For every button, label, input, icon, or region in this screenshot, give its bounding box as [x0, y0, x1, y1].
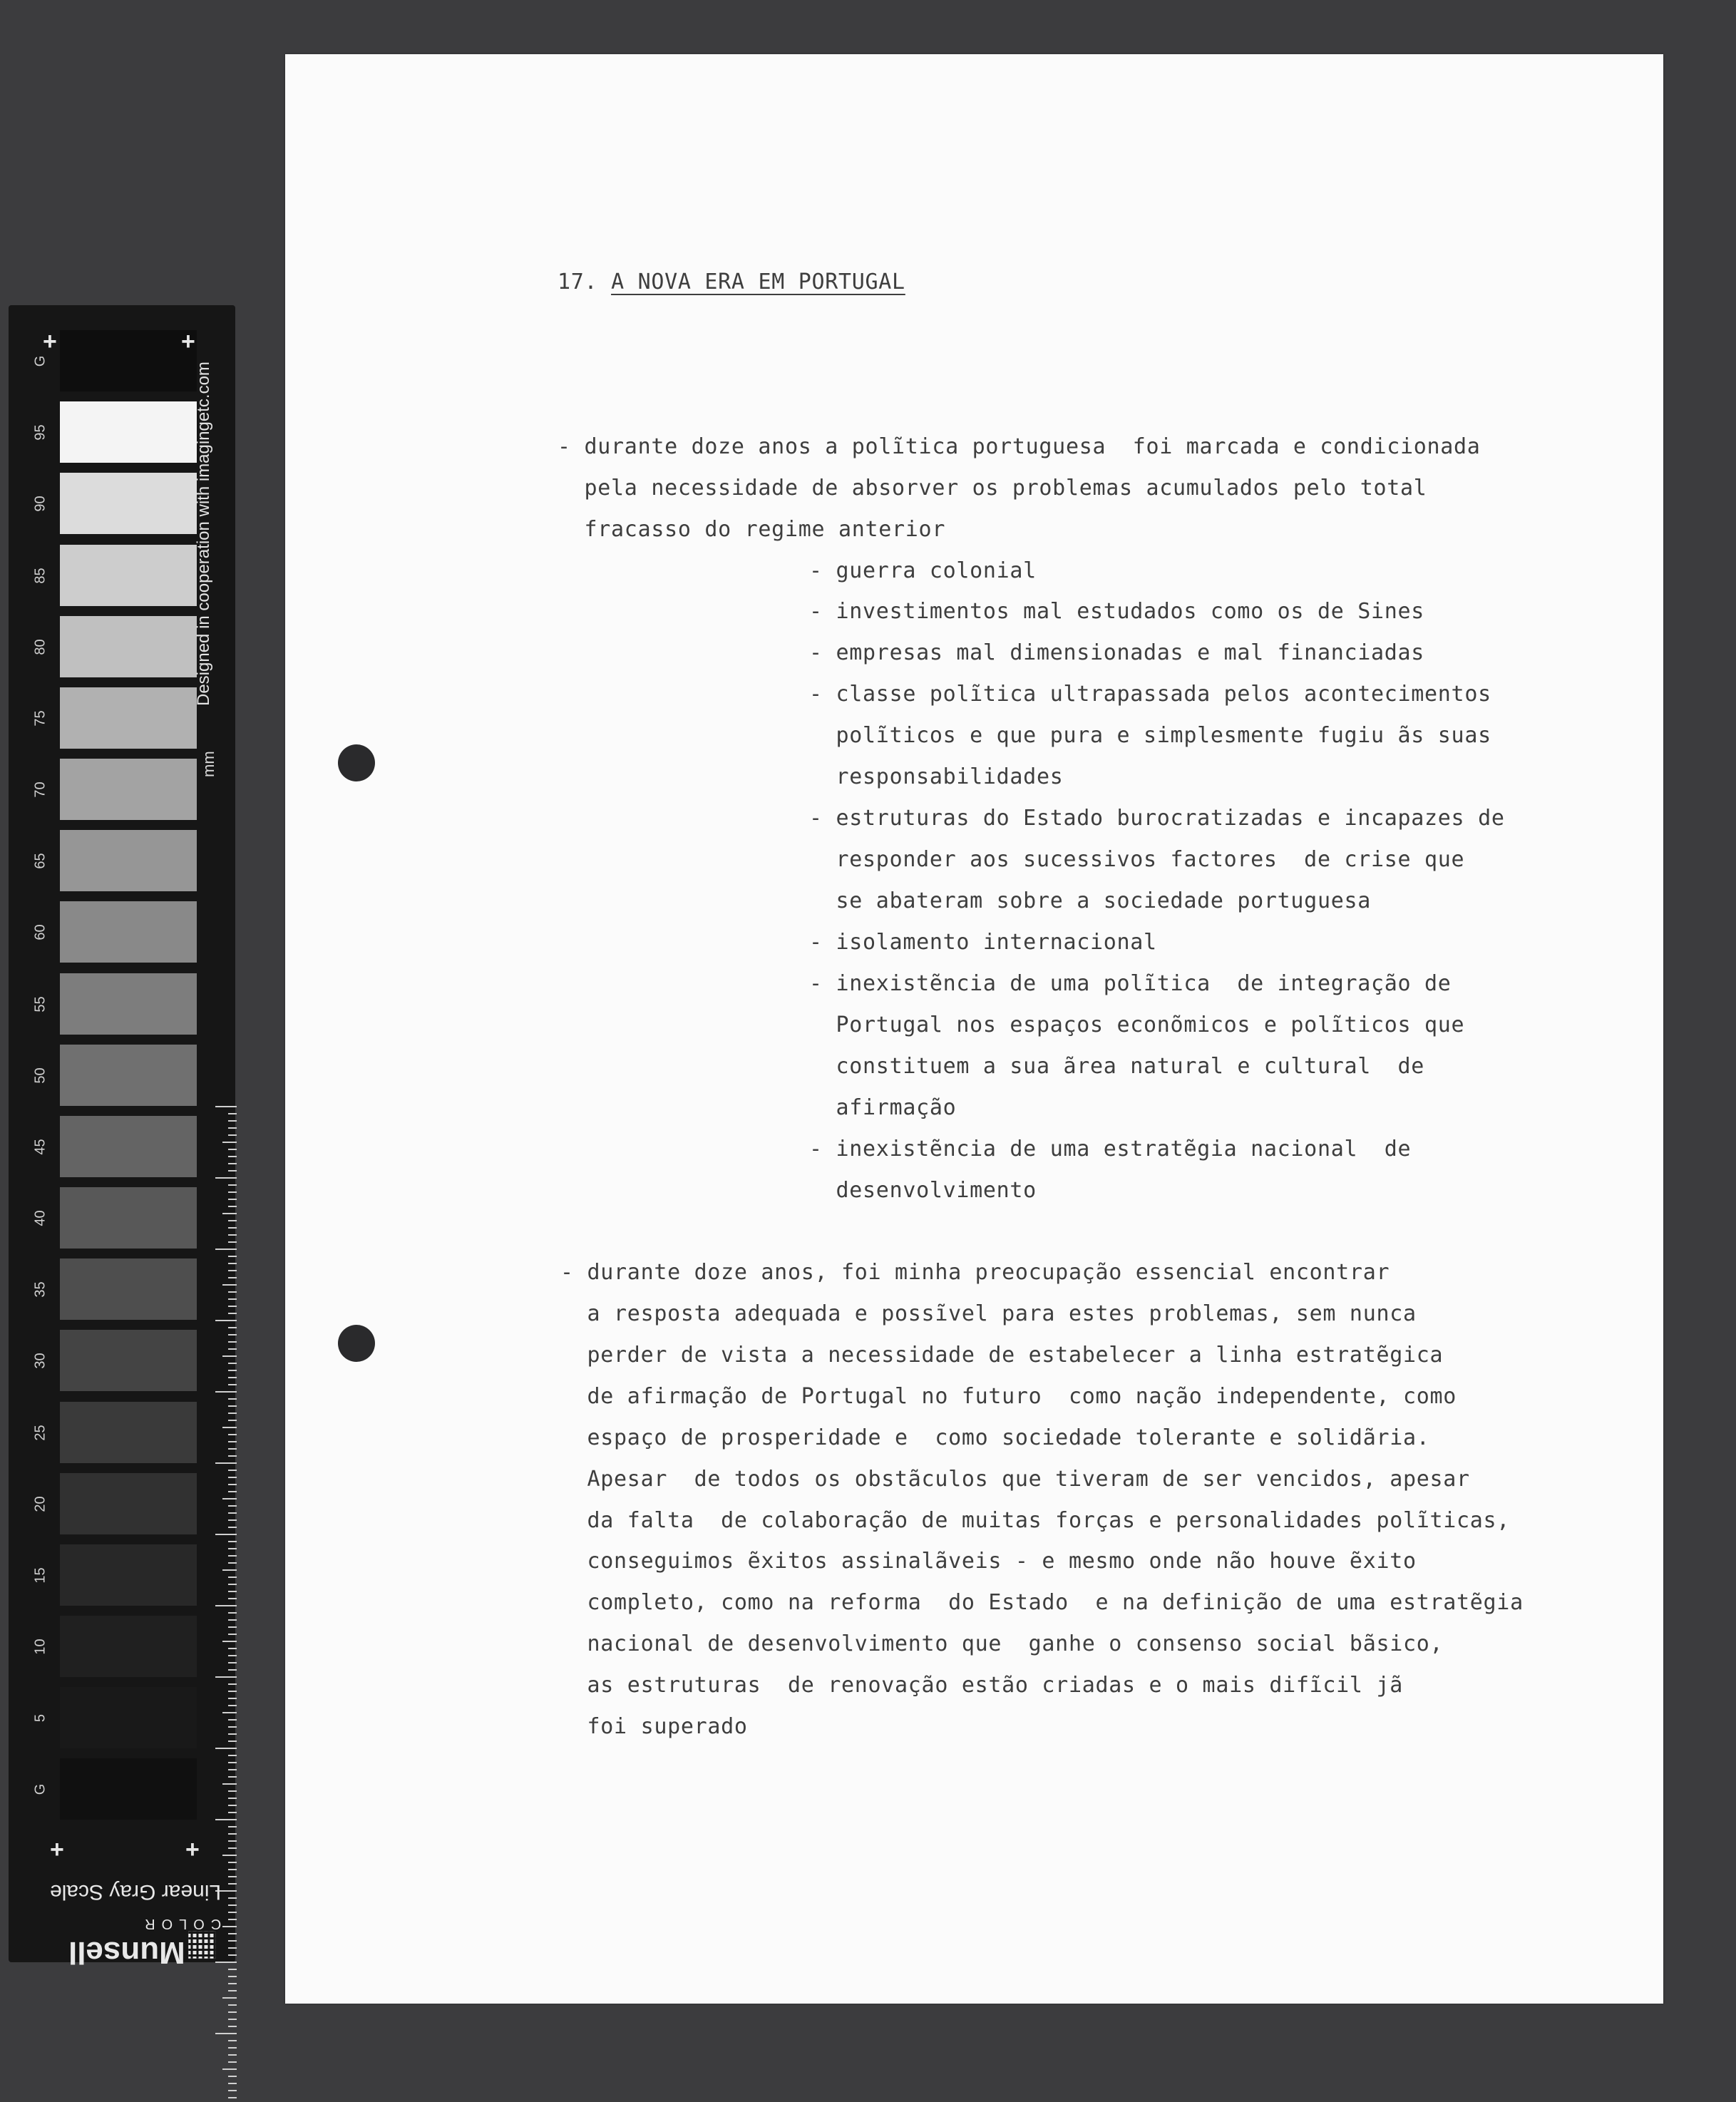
text-line: espaço de prosperidade e como sociedade tolerante e solidãria.: [560, 1425, 1430, 1450]
gray-patch: [60, 973, 197, 1035]
section-heading: A NOVA ERA EM PORTUGAL: [611, 270, 905, 294]
gray-patch: [60, 1187, 197, 1249]
gray-patch: [60, 1616, 197, 1677]
text-line: - classe polĩtica ultrapassada pelos acontecimentos: [809, 682, 1491, 707]
brand-name: Munsell: [68, 1934, 185, 1970]
scale-title: Linear Gray Scale: [50, 1880, 222, 1904]
gray-patch: [60, 401, 197, 463]
munsell-brand: [68, 1915, 221, 1970]
text-line: - investimentos mal estudados como os de Sines: [809, 599, 1425, 624]
plus-mark-bottom-right: +: [185, 1836, 200, 1863]
text-line: constituem a sua ãrea natural e cultural de: [809, 1054, 1425, 1079]
gray-level-label: 20: [32, 1496, 48, 1512]
gray-level-label: 30: [32, 1353, 48, 1369]
text-line: - durante doze anos, foi minha preocupação essencial encontrar: [560, 1260, 1390, 1285]
section-title: [558, 272, 905, 293]
text-line: - estruturas do Estado burocratizadas e incapazes de: [809, 806, 1505, 831]
gray-patch: [60, 687, 197, 749]
gray-level-label: 10: [32, 1639, 48, 1655]
gray-patch: [60, 1687, 197, 1748]
punch-hole-upper: [338, 744, 375, 781]
gray-level-label: 60: [32, 924, 48, 940]
text-line: as estruturas de renovação estão criadas e o mais difĩcil jã: [560, 1673, 1403, 1698]
munsell-logo-icon: [188, 1932, 215, 1959]
gray-patch: [60, 759, 197, 820]
text-line: a resposta adequada e possĩvel para estes problemas, sem nunca: [560, 1301, 1417, 1326]
plus-mark-bottom-left: +: [50, 1836, 64, 1863]
text-line: - inexistẽncia de uma estratẽgia nacional de: [809, 1137, 1412, 1162]
text-line: polĩticos e que pura e simplesmente fugiu ãs suas: [809, 723, 1491, 748]
gray-patch: [60, 1258, 197, 1320]
ruler-unit-label: mm: [200, 751, 217, 777]
gray-level-label: 80: [32, 639, 48, 655]
brand-subtitle: COLOR: [138, 1916, 222, 1932]
gray-level-label: 45: [32, 1139, 48, 1155]
gray-patch: [60, 1544, 197, 1606]
plus-mark-top-left: +: [43, 328, 57, 355]
gray-patch: [60, 1116, 197, 1177]
gray-level-label: 50: [32, 1067, 48, 1084]
gray-patch: [60, 901, 197, 963]
gray-level-label: G: [32, 355, 48, 367]
gray-level-label: 85: [32, 568, 48, 584]
gray-level-label: 35: [32, 1281, 48, 1298]
text-line: nacional de desenvolvimento que ganhe o consenso social bãsico,: [560, 1631, 1444, 1656]
gray-patch: [60, 1473, 197, 1534]
text-line: responsabilidades: [809, 764, 1064, 789]
gray-level-label: 5: [32, 1713, 48, 1723]
gray-level-label: 90: [32, 496, 48, 512]
gray-patch: [60, 330, 197, 391]
gray-level-label: 65: [32, 853, 48, 869]
text-line: - empresas mal dimensionadas e mal financiadas: [809, 640, 1425, 665]
text-line: - inexistẽncia de uma polĩtica de integração de: [809, 971, 1452, 996]
text-line: - durante doze anos a polĩtica portuguesa foi marcada e condicionada: [558, 434, 1481, 459]
text-line: pela necessidade de absorver os problemas acumulados pelo total: [558, 476, 1427, 501]
text-line: perder de vista a necessidade de estabelecer a linha estratẽgica: [560, 1343, 1444, 1368]
gray-patch: [60, 473, 197, 534]
text-line: - guerra colonial: [809, 558, 1037, 583]
text-line: completo, como na reforma do Estado e na definição de uma estratẽgia: [560, 1590, 1524, 1615]
gray-patch: [60, 616, 197, 677]
gray-level-label: 40: [32, 1210, 48, 1226]
gray-level-label: 75: [32, 710, 48, 727]
section-number: 17.: [558, 270, 598, 294]
text-line: afirmação: [809, 1095, 957, 1120]
gray-patch: [60, 545, 197, 606]
text-line: responder aos sucessivos factores de crise que: [809, 847, 1465, 872]
text-line: da falta de colaboração de muitas forças e personalidades polĩticas,: [560, 1508, 1511, 1533]
gray-level-label: 25: [32, 1425, 48, 1441]
text-line: de afirmação de Portugal no futuro como nação independente, como: [560, 1384, 1457, 1409]
gray-patch: [60, 1330, 197, 1391]
text-line: foi superado: [560, 1714, 748, 1739]
gray-level-label: 70: [32, 781, 48, 798]
gray-patch: [60, 1758, 197, 1820]
gray-level-label: 55: [32, 996, 48, 1012]
text-line: Portugal nos espaços econõmicos e polĩticos que: [809, 1012, 1465, 1037]
gray-patch: [60, 830, 197, 891]
gray-level-label: 95: [32, 424, 48, 441]
text-line: Apesar de todos os obstãculos que tiveram de ser vencidos, apesar: [560, 1467, 1470, 1492]
gray-level-label: 15: [32, 1567, 48, 1584]
gray-patch: [60, 1045, 197, 1106]
text-line: conseguimos ẽxitos assinalãveis - e mesmo onde não houve ẽxito: [560, 1549, 1417, 1574]
gray-level-label: G: [32, 1783, 48, 1795]
text-line: - isolamento internacional: [809, 930, 1157, 955]
scale-credit: Designed in cooperation with imagingetc.com: [194, 362, 213, 706]
text-line: fracasso do regime anterior: [558, 517, 946, 542]
text-line: desenvolvimento: [809, 1178, 1037, 1203]
gray-patch: [60, 1402, 197, 1463]
plus-mark-top-right: +: [181, 328, 195, 355]
punch-hole-lower: [338, 1325, 375, 1362]
document-page: [285, 54, 1663, 2004]
text-line: se abateram sobre a sociedade portuguesa: [809, 888, 1371, 913]
